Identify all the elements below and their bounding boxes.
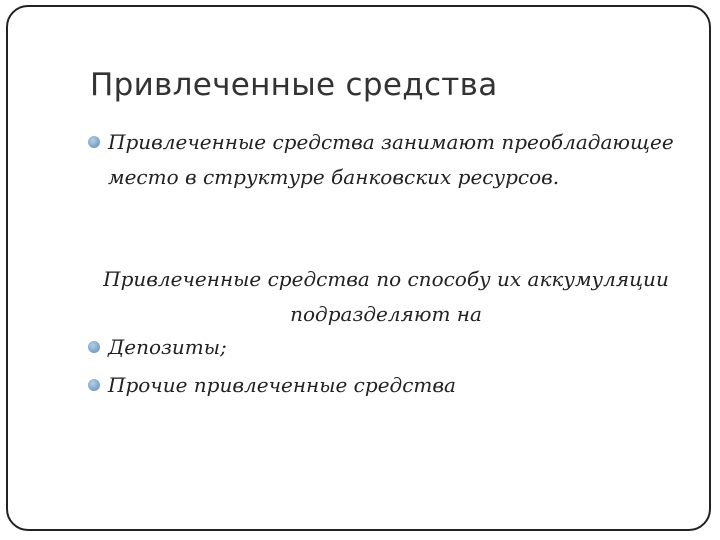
bullet-item <box>88 125 678 195</box>
bullet-text: Привлеченные средства занимают преобладающее место в структуре банковских ресурсов. <box>108 130 674 189</box>
bullet-item <box>88 368 588 403</box>
paragraph-text: Привлеченные средства по способу их аккумуляции подразделяют на <box>103 267 669 326</box>
bullet-item <box>88 330 488 365</box>
bullet-dot-icon <box>88 136 100 148</box>
bullet-text: Депозиты; <box>108 335 227 359</box>
bullet-dot-icon <box>88 379 100 391</box>
slide-frame <box>6 5 711 531</box>
bullet-dot-icon <box>88 341 100 353</box>
slide-title: Привлеченные средства <box>90 67 498 103</box>
bullet-text: Прочие привлеченные средства <box>108 373 456 397</box>
